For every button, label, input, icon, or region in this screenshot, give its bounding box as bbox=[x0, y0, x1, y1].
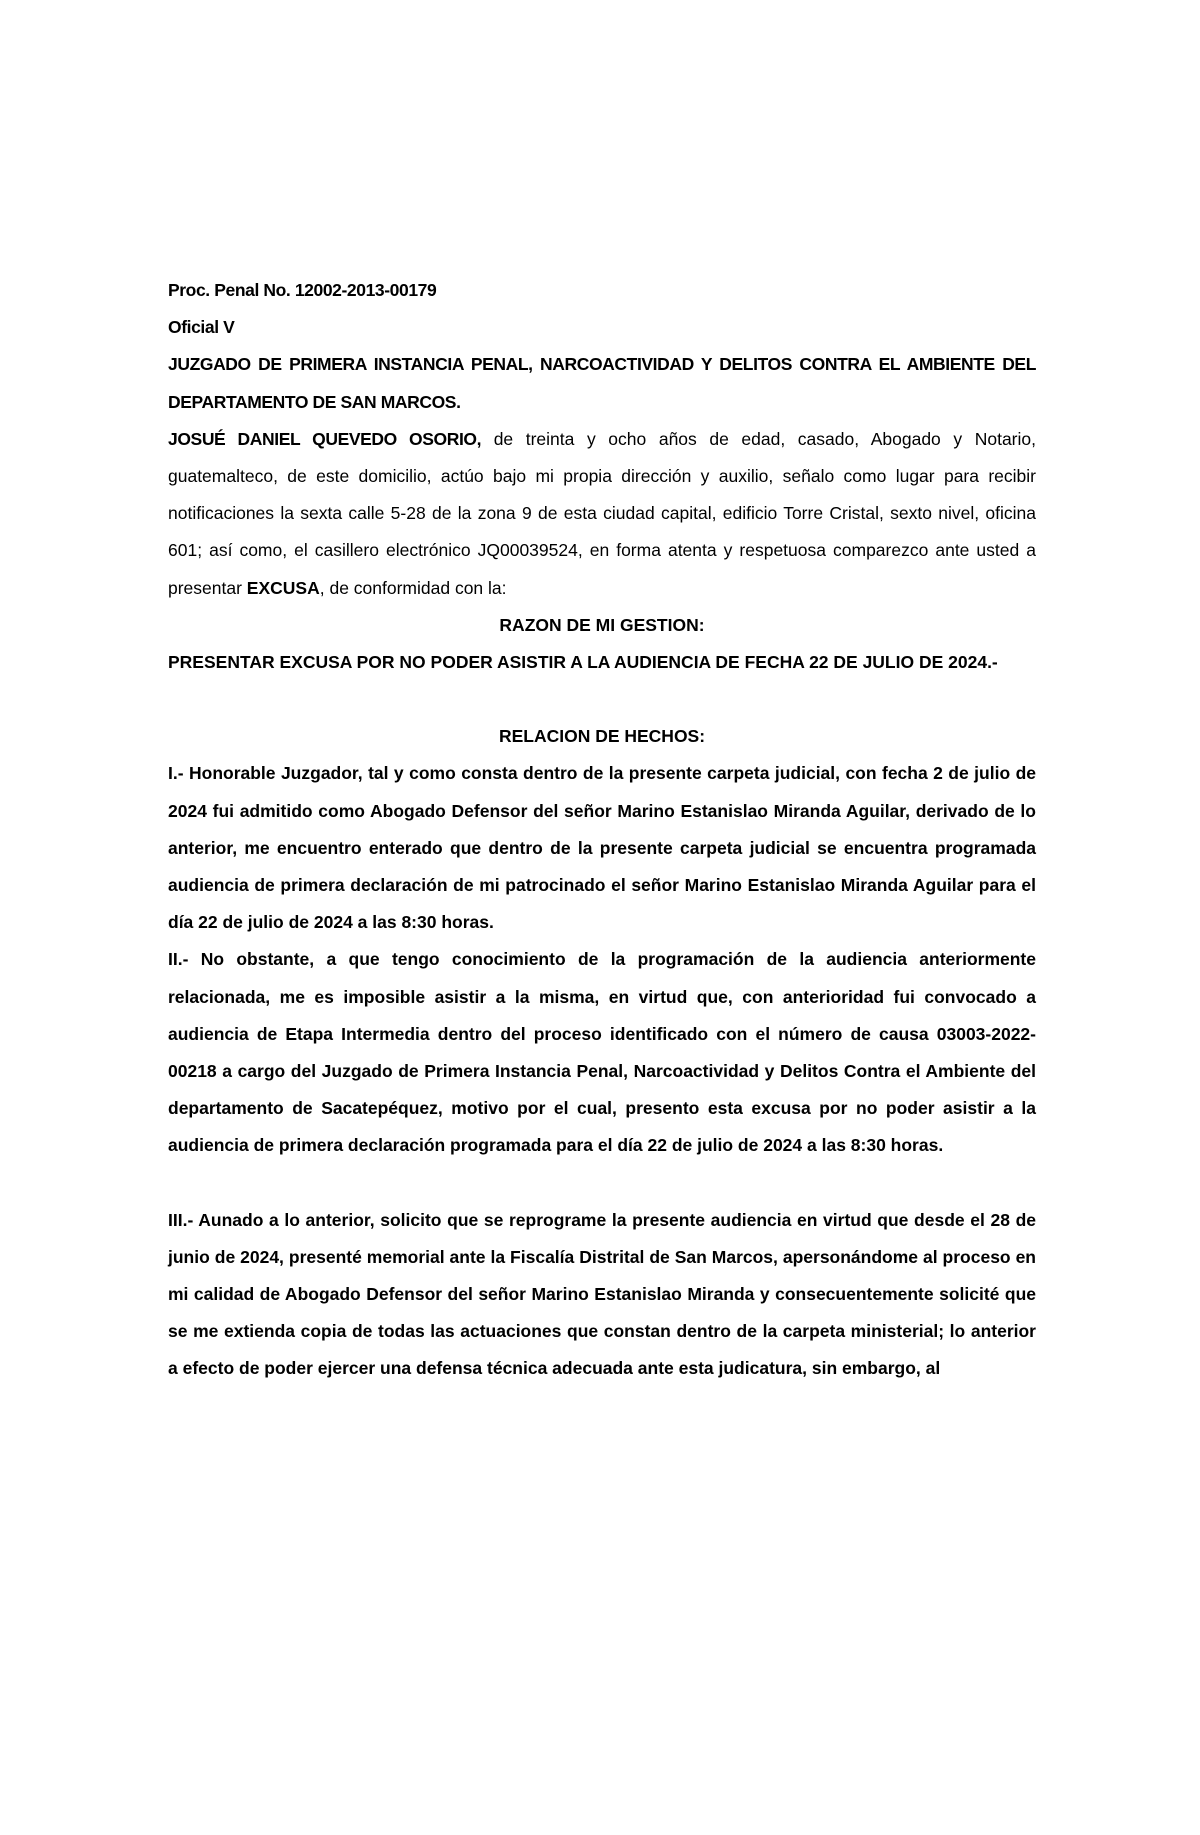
intro-paragraph bbox=[168, 421, 1036, 607]
spacer bbox=[168, 1165, 1036, 1202]
intro-text: de treinta y ocho años de edad, casado, Abogado y Notario, guatemalteco, de este domicilio, actúo bajo mi propia dirección y auxilio, señalo como lugar para recibir notificaciones la sexta calle 5-28 de la zona 9 de esta ciudad capital, edificio Torre Cristal, sexto nivel, oficina 601; así como, el casillero electrónico JQ00039524, en forma atenta y respetuosa comparezco ante usted a presentar bbox=[168, 428, 1036, 598]
court-name: JUZGADO DE PRIMERA INSTANCIA PENAL, NARCOACTIVIDAD Y DELITOS CONTRA EL AMBIENTE DEL DEPARTAMENTO DE SAN MARCOS. bbox=[168, 354, 1036, 412]
razon-text: PRESENTAR EXCUSA POR NO PODER ASISTIR A LA AUDIENCIA DE FECHA 22 DE JULIO DE 2024.- bbox=[168, 652, 998, 673]
razon-heading: RAZON DE MI GESTION: bbox=[499, 614, 705, 635]
intro-excusa: EXCUSA bbox=[246, 577, 320, 598]
hecho-3: III.- Aunado a lo anterior, solicito que se reprograme la presente audiencia en virtud que desde el 28 de junio de 2024, presenté memorial ante la Fiscalía Distrital de San Marcos, apersonándome al proceso en mi calidad de Abogado Defensor del señor Marino Estanislao Miranda y consecuentemente solicité que se me extienda copia de todas las actuaciones que constan dentro de la carpeta ministerial; lo anterior a efecto de poder ejercer una defensa técnica adecuada ante esta judicatura, sin embargo, al bbox=[168, 1209, 1036, 1379]
hecho-2: II.- No obstante, a que tengo conocimiento de la programación de la audiencia anteriormente relacionada, me es imposible asistir a la misma, en virtud que, con anterioridad fui convocado a audiencia de Etapa Intermedia dentro del proceso identificado con el número de causa 03003-2022-00218 a cargo del Juzgado de Primera Instancia Penal, Narcoactividad y Delitos Contra el Ambiente del departamento de Sacatepéquez, motivo por el cual, presento esta excusa por no poder asistir a la audiencia de primera declaración programada para el día 22 de julio de 2024 a las 8:30 horas. bbox=[168, 949, 1036, 1156]
hecho-1: I.- Honorable Juzgador, tal y como consta dentro de la presente carpeta judicial, con fecha 2 de julio de 2024 fui admitido como Abogado Defensor del señor Marino Estanislao Miranda Aguilar, derivado de lo anterior, me encuentro enterado que dentro de la presente carpeta judicial se encuentra programada audiencia de primera declaración de mi patrocinado el señor Marino Estanislao Miranda Aguilar para el día 22 de julio de 2024 a las 8:30 horas. bbox=[168, 763, 1036, 933]
intro-tail: , de conformidad con la: bbox=[319, 577, 507, 598]
proc-number: Proc. Penal No. 12002-2013-00179 bbox=[168, 280, 437, 300]
hechos-heading: RELACION DE HECHOS: bbox=[498, 726, 706, 747]
intro-name: JOSUÉ DANIEL QUEVEDO OSORIO, bbox=[168, 428, 482, 449]
spacer bbox=[168, 681, 1036, 718]
oficial-label: Oficial V bbox=[168, 317, 235, 338]
document-body bbox=[168, 272, 1036, 1388]
